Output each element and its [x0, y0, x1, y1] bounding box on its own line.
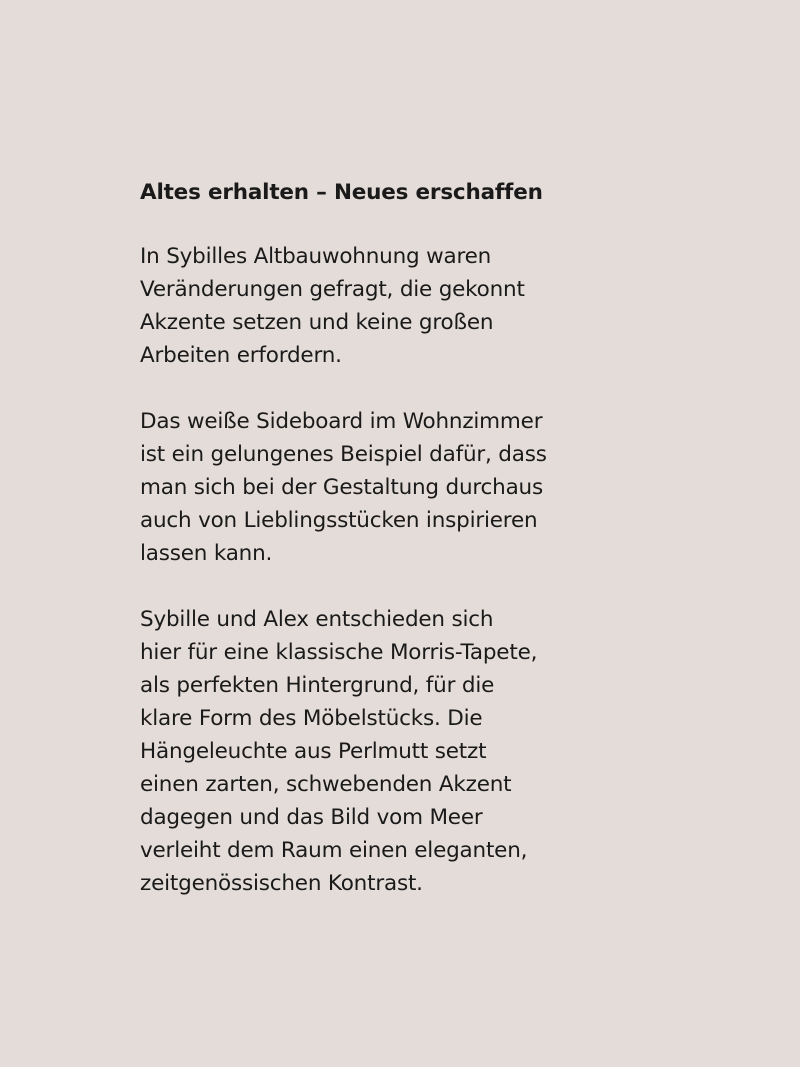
paragraph-line: Sybille und Alex entschieden sich: [140, 607, 494, 632]
paragraph-wallpaper: [140, 603, 660, 900]
paragraph-line: Akzente setzen und keine großen: [140, 310, 494, 335]
paragraph-intro: [140, 240, 660, 372]
paragraph-line: Veränderungen gefragt, die gekonnt: [140, 277, 525, 302]
paragraph-line: dagegen und das Bild vom Meer: [140, 805, 483, 830]
paragraph-line: In Sybilles Altbauwohnung waren: [140, 244, 492, 269]
article-title: Altes erhalten – Neues erschaffen: [140, 180, 543, 205]
paragraph-line: man sich bei der Gestaltung durchaus: [140, 475, 543, 500]
article: [140, 176, 660, 933]
paragraph-line: als perfekten Hintergrund, für die: [140, 673, 495, 698]
paragraph-line: klare Form des Möbelstücks. Die: [140, 706, 483, 731]
paragraph-line: hier für eine klassische Morris-Tapete,: [140, 640, 538, 665]
paragraph-line: Das weiße Sideboard im Wohnzimmer: [140, 409, 543, 434]
paragraph-line: verleiht dem Raum einen eleganten,: [140, 838, 528, 863]
paragraph-line: ist ein gelungenes Beispiel dafür, dass: [140, 442, 547, 467]
paragraph-line: zeitgenössischen Kontrast.: [140, 871, 423, 896]
paragraph-line: Hängeleuchte aus Perlmutt setzt: [140, 739, 487, 764]
paragraph-line: Arbeiten erfordern.: [140, 343, 342, 368]
paragraph-line: auch von Lieblingsstücken inspirieren: [140, 508, 538, 533]
paragraph-line: lassen kann.: [140, 541, 273, 566]
paragraph-sideboard: [140, 405, 660, 570]
paragraph-line: einen zarten, schwebenden Akzent: [140, 772, 512, 797]
